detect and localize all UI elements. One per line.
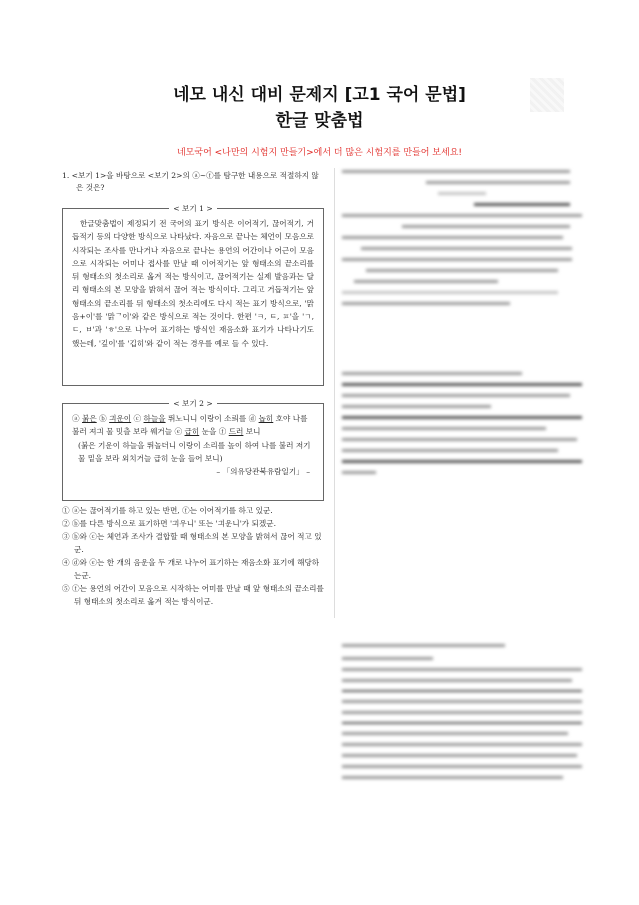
bogi-1-title: < 보기 1 > bbox=[169, 204, 216, 213]
word-c: 하늘을 bbox=[143, 414, 166, 423]
choice-2[interactable]: ② ⓑ를 다른 방식으로 표기하면 '긔우니' 또는 '긔운니'가 되겠군. bbox=[62, 519, 276, 528]
bogi-2-title: < 보기 2 > bbox=[169, 399, 216, 408]
choice-3[interactable]: ③ ⓑ와 ⓒ는 체언과 조사가 결합할 때 형태소의 본 모양을 밝혀서 끊어 적고 있군. bbox=[62, 532, 322, 554]
bogi-2-example: ⓐ 붉은 ⓑ 긔운이 ⓒ 하늘을 뛰노니니 이랑이 소릐를 ⓓ 놉히 호야 나를 불러 져긔 물 밋츨 보라 웨거늘 ⓔ 급히 눈을 ⓕ 드러 보니 bbox=[72, 414, 308, 437]
blurred-question-3 bbox=[342, 644, 582, 787]
page-title: 네모 내신 대비 문제지 [고1 국어 문법] bbox=[173, 85, 466, 105]
question-stem: 1. <보기 1>을 바탕으로 <보기 2>의 ⓐ~ⓕ를 탐구한 내용으로 적절하지 않은 것은? bbox=[62, 171, 319, 192]
answer-choices bbox=[62, 504, 324, 608]
bogi-1-box bbox=[62, 204, 324, 386]
bogi-2-source: – 「의유당관북유람일기」 – bbox=[216, 467, 310, 477]
bogi-2-paraphrase: (붉은 기운이 하늘을 뛰놀더니 이랑이 소리를 높이 하여 나를 불러 저기 물 밑을 보라 외치거늘 급히 눈을 들어 보니) bbox=[78, 440, 311, 463]
blurred-choices-2 bbox=[342, 372, 582, 482]
word-a: 붉은 bbox=[82, 414, 97, 423]
word-d: 놉히 bbox=[258, 414, 274, 423]
page-subtitle: 한글 맞춤법 bbox=[275, 111, 364, 131]
word-e: 급히 bbox=[184, 427, 200, 437]
choice-4[interactable]: ④ ⓓ와 ⓔ는 한 개의 음운을 두 개로 나누어 표기하는 재음소화 표기에 해당하는군. bbox=[62, 558, 320, 580]
choice-1[interactable]: ① ⓐ는 끊어적기를 하고 있는 반면, ⓕ는 이어적기를 하고 있군. bbox=[62, 506, 273, 515]
bogi-1-text: 한글맞춤법이 제정되기 전 국어의 표기 방식은 이어적기, 끊어적기, 거듭적기 등의 다양한 방식으로 나타났다. 자음으로 끝나는 체언이 모음으로 시작되는 조사를 만나거나 자음으로 끝나는 용언의 어간이나 어근이 모음으로 시작되는 어미나 접사를 만날 때 이어적기는 앞 형태소의 끝소리를 뒤 형태소의 첫소리로 옮겨 적는 방식이고, 끊어적기는 실제 발음과는 달리 형태소의 본 모양을 밝혀서 끊어 적는 방식이다. 그리고 거듭적기는 앞 형태소의 끝소리를 뒤 형태소의 첫소리에도 다시 적는 표기 방식으로, '맑음+이'를 '맑ᄀ이'와 같은 방식으로 적는 것이다. 한편 'ㅋ, ㅌ, ㅍ'을 'ㄱ, ㄷ, ㅂ'과 'ㅎ'으로 나누어 표기하는 방식인 재음소화 표기가 나타나기도 했는데, '깊이'를 '깁히'와 같이 적는 경우를 예로 들 수 있다. bbox=[72, 219, 314, 348]
bogi-2-box bbox=[62, 399, 324, 501]
word-f: 드러 bbox=[228, 427, 244, 437]
word-b: 긔운이 bbox=[109, 414, 132, 423]
promo-banner: 네모국어 <나만의 시험지 만들기>에서 더 많은 시험지를 만들어 보세요! bbox=[176, 148, 462, 158]
question-1 bbox=[62, 170, 324, 194]
blurred-question-2-block bbox=[342, 170, 582, 313]
choice-5[interactable]: ⑤ ⓕ는 용언의 어간이 모음으로 시작하는 어미를 만날 때 앞 형태소의 끝소리를 뒤 형태소의 첫소리로 옮겨 적는 방식이군. bbox=[62, 584, 324, 606]
column-divider bbox=[334, 168, 335, 618]
